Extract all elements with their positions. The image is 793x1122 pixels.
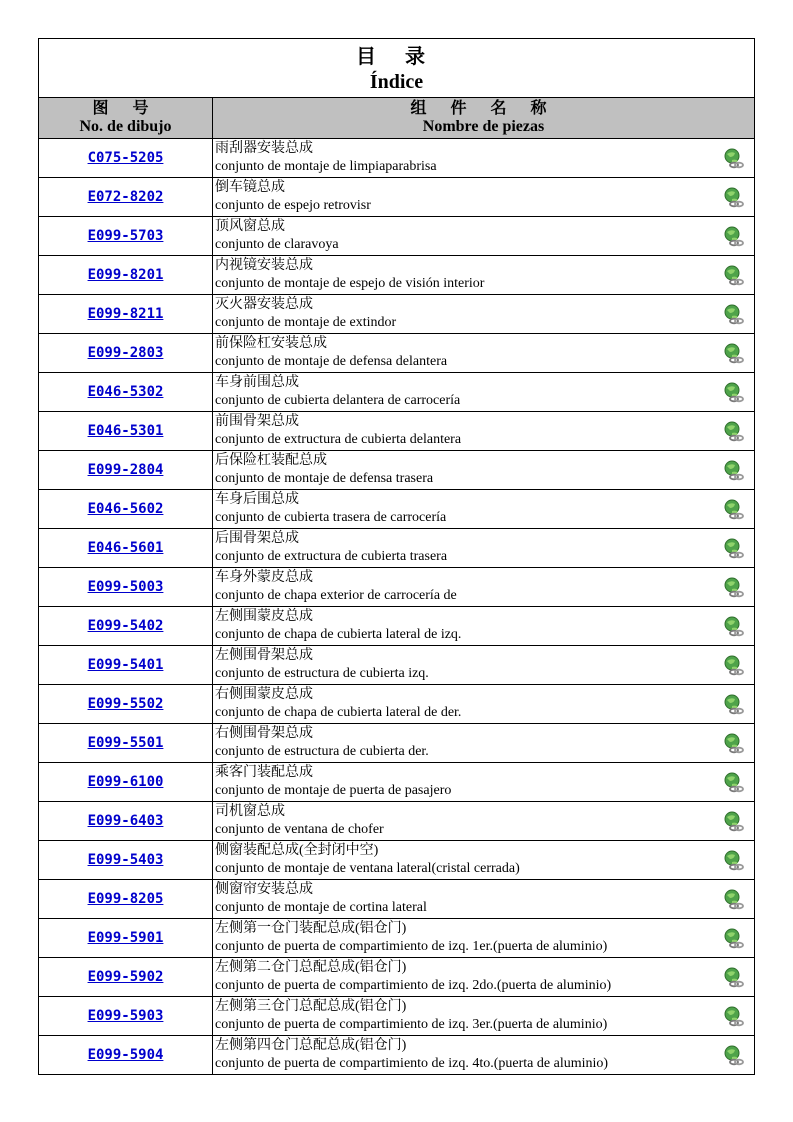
part-name-chinese: 顶风窗总成 (215, 219, 285, 234)
drawing-number-link[interactable]: E099-5703 (87, 228, 164, 244)
globe-link-icon[interactable] (723, 538, 745, 560)
part-name-cell (213, 178, 755, 217)
drawing-number-link[interactable]: E046-5602 (87, 501, 164, 517)
globe-link-icon[interactable] (723, 694, 745, 716)
title-spanish: Índice (369, 71, 424, 93)
drawing-number-cell (39, 607, 213, 646)
part-name-chinese: 后围骨架总成 (215, 531, 299, 546)
part-name-cell (213, 568, 755, 607)
drawing-number-cell (39, 919, 213, 958)
part-name-spanish: conjunto de montaje de defensa trasera (215, 471, 434, 486)
drawing-number-cell (39, 373, 213, 412)
part-name-spanish: conjunto de montaje de extindor (215, 315, 397, 330)
part-name-spanish: conjunto de estructura de cubierta der. (215, 744, 429, 759)
part-name-cell (213, 373, 755, 412)
part-name-chinese: 左侧第四仓门总配总成(铝仓门) (215, 1038, 407, 1053)
drawing-number-cell (39, 685, 213, 724)
part-name-chinese: 倒车镜总成 (215, 180, 285, 195)
table-row (39, 724, 755, 763)
table-row (39, 490, 755, 529)
part-name-chinese: 灭火器安装总成 (215, 297, 313, 312)
part-name-chinese: 右侧围骨架总成 (215, 726, 313, 741)
globe-link-icon[interactable] (723, 850, 745, 872)
globe-link-icon[interactable] (723, 889, 745, 911)
table-row (39, 529, 755, 568)
part-name-spanish: conjunto de puerta de compartimiento de izq. 4to.(puerta de aluminio) (215, 1056, 609, 1071)
drawing-number-cell (39, 958, 213, 997)
part-name-cell (213, 802, 755, 841)
drawing-number-cell (39, 295, 213, 334)
part-name-spanish: conjunto de extructura de cubierta delantera (215, 432, 462, 447)
globe-link-icon[interactable] (723, 811, 745, 833)
globe-link-icon[interactable] (723, 577, 745, 599)
drawing-number-link[interactable]: E099-2803 (87, 345, 164, 361)
drawing-number-cell (39, 451, 213, 490)
globe-link-icon[interactable] (723, 655, 745, 677)
part-name-cell (213, 841, 755, 880)
drawing-number-cell (39, 1036, 213, 1075)
part-name-chinese: 后保险杠装配总成 (215, 453, 327, 468)
drawing-number-link[interactable]: E099-5903 (87, 1008, 164, 1024)
part-name-chinese: 车身前围总成 (215, 375, 299, 390)
globe-link-icon[interactable] (723, 343, 745, 365)
part-name-chinese: 左侧围骨架总成 (215, 648, 313, 663)
header-drawing-number (39, 98, 213, 139)
drawing-number-cell (39, 880, 213, 919)
drawing-number-cell (39, 841, 213, 880)
title-row (39, 39, 755, 98)
drawing-number-link[interactable]: E099-6403 (87, 813, 164, 829)
part-name-spanish: conjunto de montaje de puerta de pasajero (215, 783, 452, 798)
part-name-chinese: 右侧围蒙皮总成 (215, 687, 313, 702)
part-name-spanish: conjunto de ventana de chofer (215, 822, 384, 837)
part-name-chinese: 左侧第三仓门总配总成(铝仓门) (215, 999, 407, 1014)
drawing-number-link[interactable]: E099-5904 (87, 1047, 164, 1063)
globe-link-icon[interactable] (723, 382, 745, 404)
table-row (39, 763, 755, 802)
drawing-number-cell (39, 256, 213, 295)
drawing-number-link[interactable]: E099-5501 (87, 735, 164, 751)
part-name-chinese: 左侧第二仓门总配总成(铝仓门) (215, 960, 407, 975)
part-name-chinese: 雨刮器安装总成 (215, 141, 313, 156)
part-name-spanish: conjunto de chapa exterior de carrocería de (215, 588, 457, 603)
table-row (39, 880, 755, 919)
header-drawing-number-es: No. de dibujo (79, 118, 172, 135)
globe-link-icon[interactable] (723, 928, 745, 950)
part-name-spanish: conjunto de extructura de cubierta trasera (215, 549, 448, 564)
drawing-number-link[interactable]: E099-5403 (87, 852, 164, 868)
table-row (39, 841, 755, 880)
part-name-cell (213, 880, 755, 919)
part-name-spanish: conjunto de montaje de limpiaparabrisa (215, 159, 437, 174)
part-name-chinese: 左侧围蒙皮总成 (215, 609, 313, 624)
part-name-spanish: conjunto de puerta de compartimiento de izq. 2do.(puerta de aluminio) (215, 978, 612, 993)
part-name-spanish: conjunto de montaje de cortina lateral (215, 900, 427, 915)
header-part-name (213, 98, 755, 139)
part-name-chinese: 乘客门装配总成 (215, 765, 313, 780)
table-row (39, 568, 755, 607)
part-name-chinese: 侧窗帘安装总成 (215, 882, 313, 897)
globe-link-icon[interactable] (723, 421, 745, 443)
part-name-chinese: 前保险杠安装总成 (215, 336, 327, 351)
table-row (39, 139, 755, 178)
drawing-number-link[interactable]: E099-6100 (87, 774, 164, 790)
part-name-chinese: 司机窗总成 (215, 804, 285, 819)
part-name-spanish: conjunto de chapa de cubierta lateral de der. (215, 705, 462, 720)
part-name-spanish: conjunto de montaje de ventana lateral(cristal cerrada) (215, 861, 520, 876)
drawing-number-link[interactable]: E099-5901 (87, 930, 164, 946)
drawing-number-cell (39, 412, 213, 451)
drawing-number-link[interactable]: E099-8211 (87, 306, 164, 322)
drawing-number-cell (39, 139, 213, 178)
part-name-chinese: 侧窗装配总成(全封闭中空) (215, 843, 379, 858)
part-name-cell (213, 529, 755, 568)
drawing-number-cell (39, 802, 213, 841)
table-row (39, 412, 755, 451)
drawing-number-link[interactable]: E046-5302 (87, 384, 164, 400)
part-name-spanish: conjunto de cubierta trasera de carrocería (215, 510, 447, 525)
drawing-number-cell (39, 568, 213, 607)
drawing-number-link[interactable]: C075-5205 (87, 150, 164, 166)
drawing-number-link[interactable]: E099-2804 (87, 462, 164, 478)
table-row (39, 958, 755, 997)
part-name-cell (213, 334, 755, 373)
part-name-chinese: 车身外蒙皮总成 (215, 570, 313, 585)
part-name-cell (213, 256, 755, 295)
table-row (39, 685, 755, 724)
table-row (39, 256, 755, 295)
header-part-name-es: Nombre de piezas (422, 118, 545, 135)
drawing-number-cell (39, 178, 213, 217)
drawing-number-link[interactable]: E099-5003 (87, 579, 164, 595)
part-name-spanish: conjunto de claravoya (215, 237, 339, 252)
globe-link-icon[interactable] (723, 1006, 745, 1028)
globe-link-icon[interactable] (723, 226, 745, 248)
part-name-cell (213, 1036, 755, 1075)
drawing-number-cell (39, 217, 213, 256)
drawing-number-cell (39, 997, 213, 1036)
drawing-number-cell (39, 529, 213, 568)
drawing-number-cell (39, 334, 213, 373)
part-name-spanish: conjunto de montaje de espejo de visión interior (215, 276, 485, 291)
table-row (39, 919, 755, 958)
part-name-chinese: 内视镜安装总成 (215, 258, 313, 273)
table-row (39, 334, 755, 373)
part-name-cell (213, 646, 755, 685)
part-name-cell (213, 139, 755, 178)
part-name-cell (213, 763, 755, 802)
drawing-number-cell (39, 763, 213, 802)
table-row (39, 451, 755, 490)
part-name-chinese: 车身后围总成 (215, 492, 299, 507)
drawing-number-link[interactable]: E046-5601 (87, 540, 164, 556)
table-row (39, 646, 755, 685)
globe-link-icon[interactable] (723, 733, 745, 755)
globe-link-icon[interactable] (723, 148, 745, 170)
part-name-chinese: 前围骨架总成 (215, 414, 299, 429)
part-name-spanish: conjunto de montaje de defensa delantera (215, 354, 448, 369)
drawing-number-link[interactable]: E099-5502 (87, 696, 164, 712)
drawing-number-cell (39, 646, 213, 685)
globe-link-icon[interactable] (723, 460, 745, 482)
part-name-spanish: conjunto de chapa de cubierta lateral de izq. (215, 627, 462, 642)
drawing-number-link[interactable]: E099-8201 (87, 267, 164, 283)
header-row (39, 98, 755, 139)
part-name-spanish: conjunto de estructura de cubierta izq. (215, 666, 429, 681)
drawing-number-link[interactable]: E099-5401 (87, 657, 164, 673)
table-row (39, 373, 755, 412)
header-drawing-number-zh: 图 号 (92, 100, 159, 117)
part-name-cell (213, 997, 755, 1036)
globe-link-icon[interactable] (723, 967, 745, 989)
part-name-cell (213, 958, 755, 997)
title-chinese: 目 录 (356, 46, 437, 68)
drawing-number-link[interactable]: E099-5902 (87, 969, 164, 985)
drawing-number-link[interactable]: E072-8202 (87, 189, 164, 205)
globe-link-icon[interactable] (723, 1045, 745, 1067)
part-name-cell (213, 607, 755, 646)
part-name-spanish: conjunto de puerta de compartimiento de izq. 1er.(puerta de aluminio) (215, 939, 608, 954)
drawing-number-cell (39, 490, 213, 529)
table-row (39, 1036, 755, 1075)
globe-link-icon[interactable] (723, 304, 745, 326)
part-name-cell (213, 724, 755, 763)
part-name-spanish: conjunto de puerta de compartimiento de izq. 3er.(puerta de aluminio) (215, 1017, 608, 1032)
table-row (39, 997, 755, 1036)
part-name-chinese: 左侧第一仓门装配总成(铝仓门) (215, 921, 407, 936)
table-row (39, 178, 755, 217)
table-row (39, 802, 755, 841)
header-part-name-zh: 组 件 名 称 (410, 100, 557, 117)
part-name-cell (213, 412, 755, 451)
table-row (39, 607, 755, 646)
index-table (38, 38, 755, 1075)
drawing-number-link[interactable]: E046-5301 (87, 423, 164, 439)
part-name-cell (213, 919, 755, 958)
drawing-number-link[interactable]: E099-8205 (87, 891, 164, 907)
globe-link-icon[interactable] (723, 616, 745, 638)
part-name-cell (213, 217, 755, 256)
table-row (39, 295, 755, 334)
globe-link-icon[interactable] (723, 187, 745, 209)
drawing-number-cell (39, 724, 213, 763)
globe-link-icon[interactable] (723, 265, 745, 287)
part-name-spanish: conjunto de espejo retrovisr (215, 198, 371, 213)
part-name-spanish: conjunto de cubierta delantera de carrocería (215, 393, 461, 408)
part-name-cell (213, 685, 755, 724)
part-name-cell (213, 295, 755, 334)
index-sheet (38, 38, 754, 1075)
part-name-cell (213, 490, 755, 529)
globe-link-icon[interactable] (723, 499, 745, 521)
table-row (39, 217, 755, 256)
drawing-number-link[interactable]: E099-5402 (87, 618, 164, 634)
title-cell (39, 39, 755, 98)
globe-link-icon[interactable] (723, 772, 745, 794)
part-name-cell (213, 451, 755, 490)
